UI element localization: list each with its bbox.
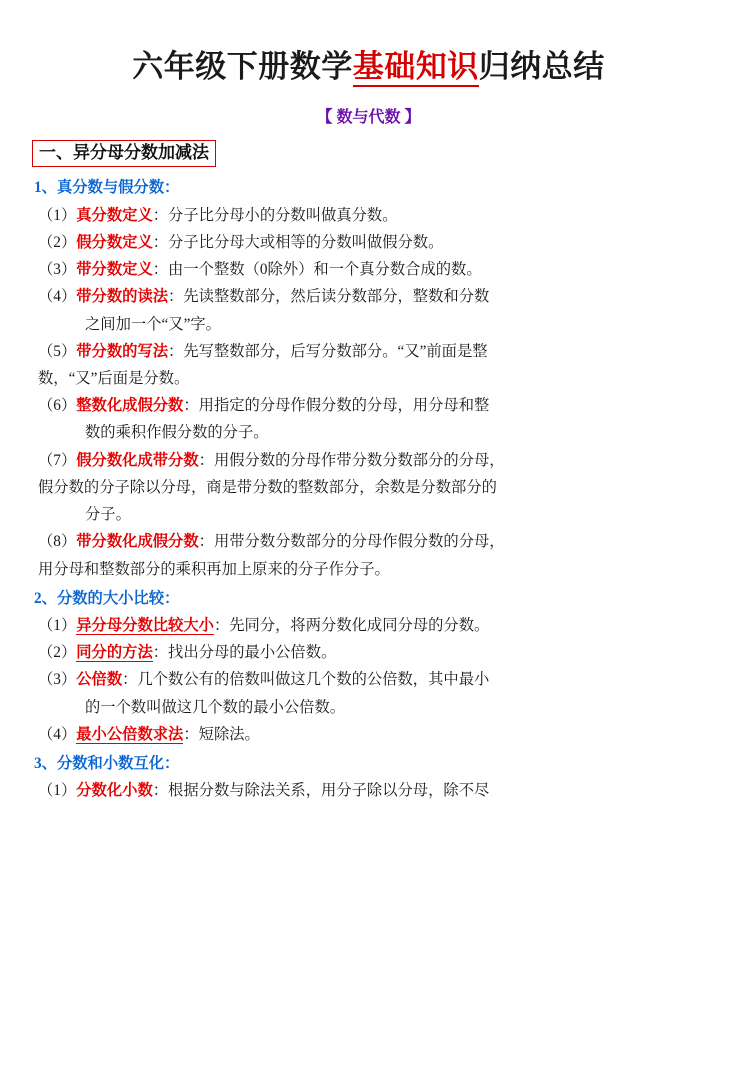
body-item <box>30 256 707 283</box>
item-text: ：几个数公有的倍数叫做这几个数的公倍数，其中最小 <box>122 671 490 689</box>
item-keyword: 最小公倍数求法 <box>76 725 184 743</box>
body-item <box>30 392 707 419</box>
item-text: ：先读整数部分，然后读分数部分，整数和分数 <box>168 288 490 306</box>
item-number: （4） <box>38 725 77 743</box>
sub-heading: 1、真分数与假分数： <box>34 179 180 197</box>
item-text: ：找出分母的最小公倍数。 <box>152 644 337 662</box>
item-text-continuation: 分子。 <box>85 506 131 524</box>
item-keyword: 带分数的读法 <box>76 288 169 306</box>
item-keyword: 带分数化成假分数 <box>76 533 199 551</box>
item-number: （1） <box>38 782 77 800</box>
item-keyword: 假分数化成带分数 <box>76 451 199 469</box>
item-text-continuation: 之间加一个“又”字。 <box>85 315 221 333</box>
item-text-continuation: 数，“又”后面是分数。 <box>38 369 190 387</box>
item-keyword: 假分数定义 <box>76 233 153 251</box>
body-item <box>30 721 707 748</box>
item-number: （2） <box>38 233 77 251</box>
item-text: ：短除法。 <box>183 725 260 743</box>
item-text: ：先同分，将两分数化成同分母的分数。 <box>213 616 490 634</box>
item-number: （6） <box>38 397 77 415</box>
item-text: ：先写整数部分，后写分数部分。“又”前面是整 <box>168 342 488 360</box>
title-prefix: 六年级下册数学 <box>132 49 353 84</box>
item-keyword: 异分母分数比较大小 <box>76 616 214 634</box>
item-keyword: 公倍数 <box>76 671 123 689</box>
body-item <box>30 283 707 310</box>
sub-heading: 3、分数和小数互化： <box>34 755 180 773</box>
item-number: （3） <box>38 261 77 279</box>
body-item <box>30 528 707 555</box>
item-text: ：分子比分母大或相等的分数叫做假分数。 <box>152 233 444 251</box>
item-text: ：分子比分母小的分数叫做真分数。 <box>152 206 398 224</box>
item-keyword: 整数化成假分数 <box>76 397 184 415</box>
body-item <box>30 229 707 256</box>
item-text: ：根据分数与除法关系，用分子除以分母，除不尽 <box>152 782 490 800</box>
document-body <box>30 174 707 804</box>
item-text-continuation: 用分母和整数部分的乘积再加上原来的分子作分子。 <box>38 560 390 578</box>
item-text-continuation: 假分数的分子除以分母，商是带分数的整数部分，余数是分数部分的 <box>38 478 497 496</box>
title-suffix: 归纳总结 <box>478 49 605 84</box>
item-number: （3） <box>38 671 77 689</box>
item-keyword: 分数化小数 <box>76 782 153 800</box>
item-keyword: 真分数定义 <box>76 206 153 224</box>
item-text: ：用带分数分数部分的分母作假分数的分母， <box>198 533 505 551</box>
document-page <box>0 48 737 1068</box>
item-number: （7） <box>38 451 77 469</box>
item-text-continuation: 数的乘积作假分数的分子。 <box>85 424 269 442</box>
item-number: （5） <box>38 342 77 360</box>
body-item <box>30 777 707 804</box>
body-item <box>30 338 707 365</box>
item-keyword: 带分数定义 <box>76 261 153 279</box>
chapter-heading-row <box>32 140 737 167</box>
title-highlight: 基础知识 <box>353 49 479 87</box>
body-item <box>30 447 707 474</box>
item-number: （8） <box>38 533 77 551</box>
item-text: ：由一个整数（0除外）和一个真分数合成的数。 <box>152 261 482 279</box>
item-number: （1） <box>38 616 77 634</box>
section-banner: 【 数与代数 】 <box>316 109 421 127</box>
chapter-heading: 一、异分母分数加减法 <box>32 140 216 167</box>
sub-heading: 2、分数的大小比较： <box>34 589 180 607</box>
item-text-continuation: 的一个数叫做这几个数的最小公倍数。 <box>85 698 346 716</box>
item-number: （4） <box>38 288 77 306</box>
body-item <box>30 666 707 693</box>
body-item <box>30 639 707 666</box>
item-number: （1） <box>38 206 77 224</box>
body-item <box>30 612 707 639</box>
item-keyword: 同分的方法 <box>76 644 153 662</box>
body-item <box>30 202 707 229</box>
item-text: ：用假分数的分母作带分数分数部分的分母， <box>198 451 505 469</box>
item-keyword: 带分数的写法 <box>76 342 169 360</box>
page-title <box>0 48 737 85</box>
item-number: （2） <box>38 644 77 662</box>
item-text: ：用指定的分母作假分数的分母，用分母和整 <box>183 397 490 415</box>
